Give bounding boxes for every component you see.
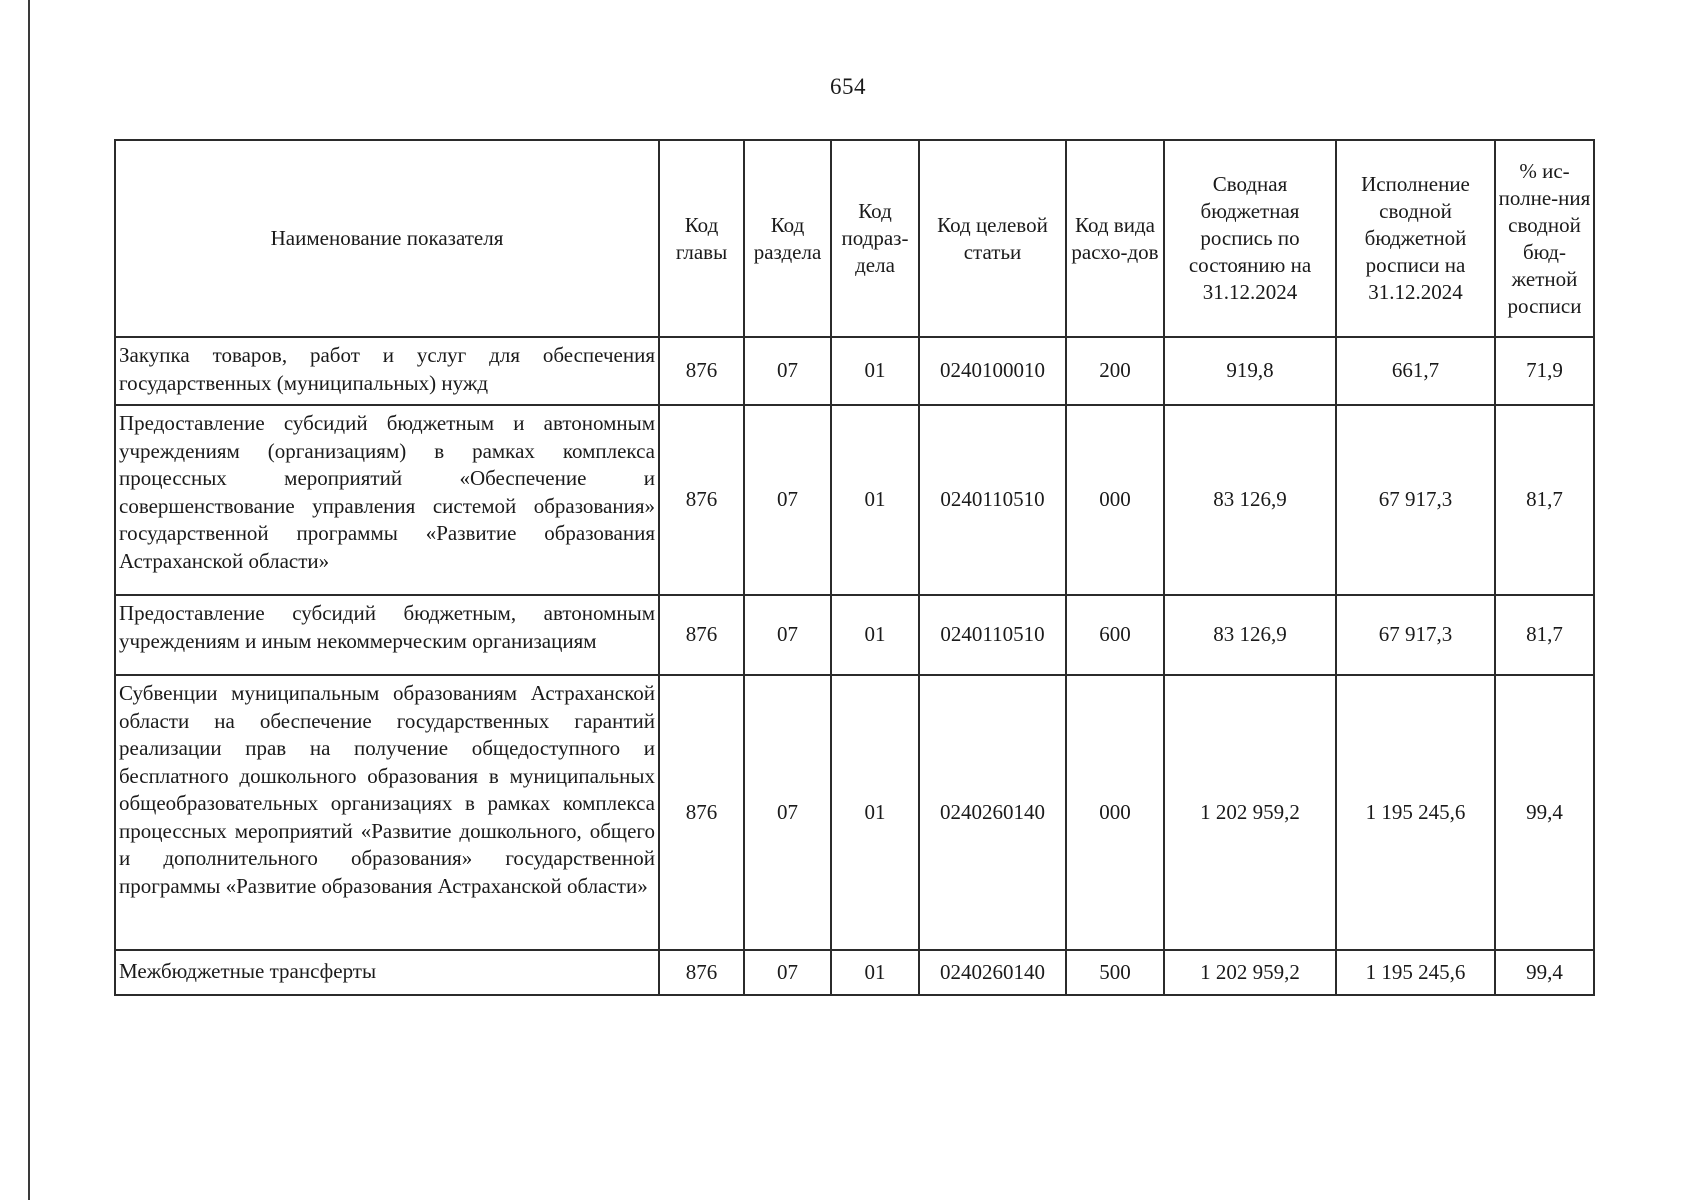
row-execution-percent: 99,4 [1495,950,1594,995]
row-section-code: 07 [744,950,831,995]
row-indicator-name: Субвенции муниципальным образованиям Астраханской области на обеспечение государственных гарантий реализации прав на получение общедоступного и бесплатного дошкольного образования в муниципальных общеобразовательных организациях в рамках комплекса процессных мероприятий «Развитие дошкольного, общего и дополнительного образования» государственной программы «Развитие образования Астраханской области» [115,675,659,950]
scan-edge-line [28,0,30,1200]
row-chapter-code: 876 [659,337,744,405]
row-subsection-code: 01 [831,675,919,950]
row-subsection-code: 01 [831,595,919,675]
row-section-code: 07 [744,405,831,595]
row-budget-plan: 83 126,9 [1164,405,1336,595]
page-number: 654 [830,74,866,99]
row-execution-percent: 81,7 [1495,595,1594,675]
budget-execution-table [114,139,1595,996]
row-expense-type-code: 500 [1066,950,1164,995]
row-budget-execution: 661,7 [1336,337,1495,405]
row-target-code: 0240100010 [919,337,1066,405]
row-chapter-code: 876 [659,950,744,995]
row-expense-type-code: 000 [1066,675,1164,950]
row-budget-execution: 1 195 245,6 [1336,675,1495,950]
table-row [115,675,1594,950]
row-indicator-name: Предоставление субсидий бюджетным, автономным учреждениям и иным некоммерческим организациям [115,595,659,675]
row-budget-execution: 1 195 245,6 [1336,950,1495,995]
row-chapter-code: 876 [659,595,744,675]
table-row [115,405,1594,595]
row-budget-execution: 67 917,3 [1336,405,1495,595]
header-subsection-code: Код подраз-дела [831,140,919,337]
header-chapter-code: Код главы [659,140,744,337]
row-execution-percent: 99,4 [1495,675,1594,950]
row-section-code: 07 [744,595,831,675]
row-budget-plan: 1 202 959,2 [1164,675,1336,950]
row-expense-type-code: 200 [1066,337,1164,405]
row-target-code: 0240110510 [919,405,1066,595]
row-budget-plan: 919,8 [1164,337,1336,405]
table-row [115,595,1594,675]
row-budget-plan: 83 126,9 [1164,595,1336,675]
row-execution-percent: 71,9 [1495,337,1594,405]
row-indicator-name: Предоставление субсидий бюджетным и автономным учреждениям (организациям) в рамках комплекса процессных мероприятий «Обеспечение и совершенствование управления системой образования» государственной программы «Развитие образования Астраханской области» [115,405,659,595]
header-expense-type-code: Код вида расхо-дов [1066,140,1164,337]
row-subsection-code: 01 [831,337,919,405]
row-target-code: 0240260140 [919,675,1066,950]
row-indicator-name: Межбюджетные трансферты [115,950,659,995]
header-target-code: Код целевой статьи [919,140,1066,337]
table-row [115,337,1594,405]
header-execution-percent: % ис-полне-ния сводной бюд-жетной росписи [1495,140,1594,337]
table-row [115,950,1594,995]
row-chapter-code: 876 [659,405,744,595]
row-subsection-code: 01 [831,405,919,595]
table-header-row [115,140,1594,337]
row-chapter-code: 876 [659,675,744,950]
row-target-code: 0240260140 [919,950,1066,995]
row-section-code: 07 [744,675,831,950]
row-execution-percent: 81,7 [1495,405,1594,595]
header-section-code: Код раздела [744,140,831,337]
header-indicator-name: Наименование показателя [115,140,659,337]
row-budget-plan: 1 202 959,2 [1164,950,1336,995]
header-budget-execution: Исполнение сводной бюджетной росписи на 31.12.2024 [1336,140,1495,337]
row-target-code: 0240110510 [919,595,1066,675]
row-expense-type-code: 000 [1066,405,1164,595]
row-subsection-code: 01 [831,950,919,995]
row-section-code: 07 [744,337,831,405]
row-indicator-name: Закупка товаров, работ и услуг для обеспечения государственных (муниципальных) нужд [115,337,659,405]
row-budget-execution: 67 917,3 [1336,595,1495,675]
header-budget-plan: Сводная бюджетная роспись по состоянию на 31.12.2024 [1164,140,1336,337]
row-expense-type-code: 600 [1066,595,1164,675]
